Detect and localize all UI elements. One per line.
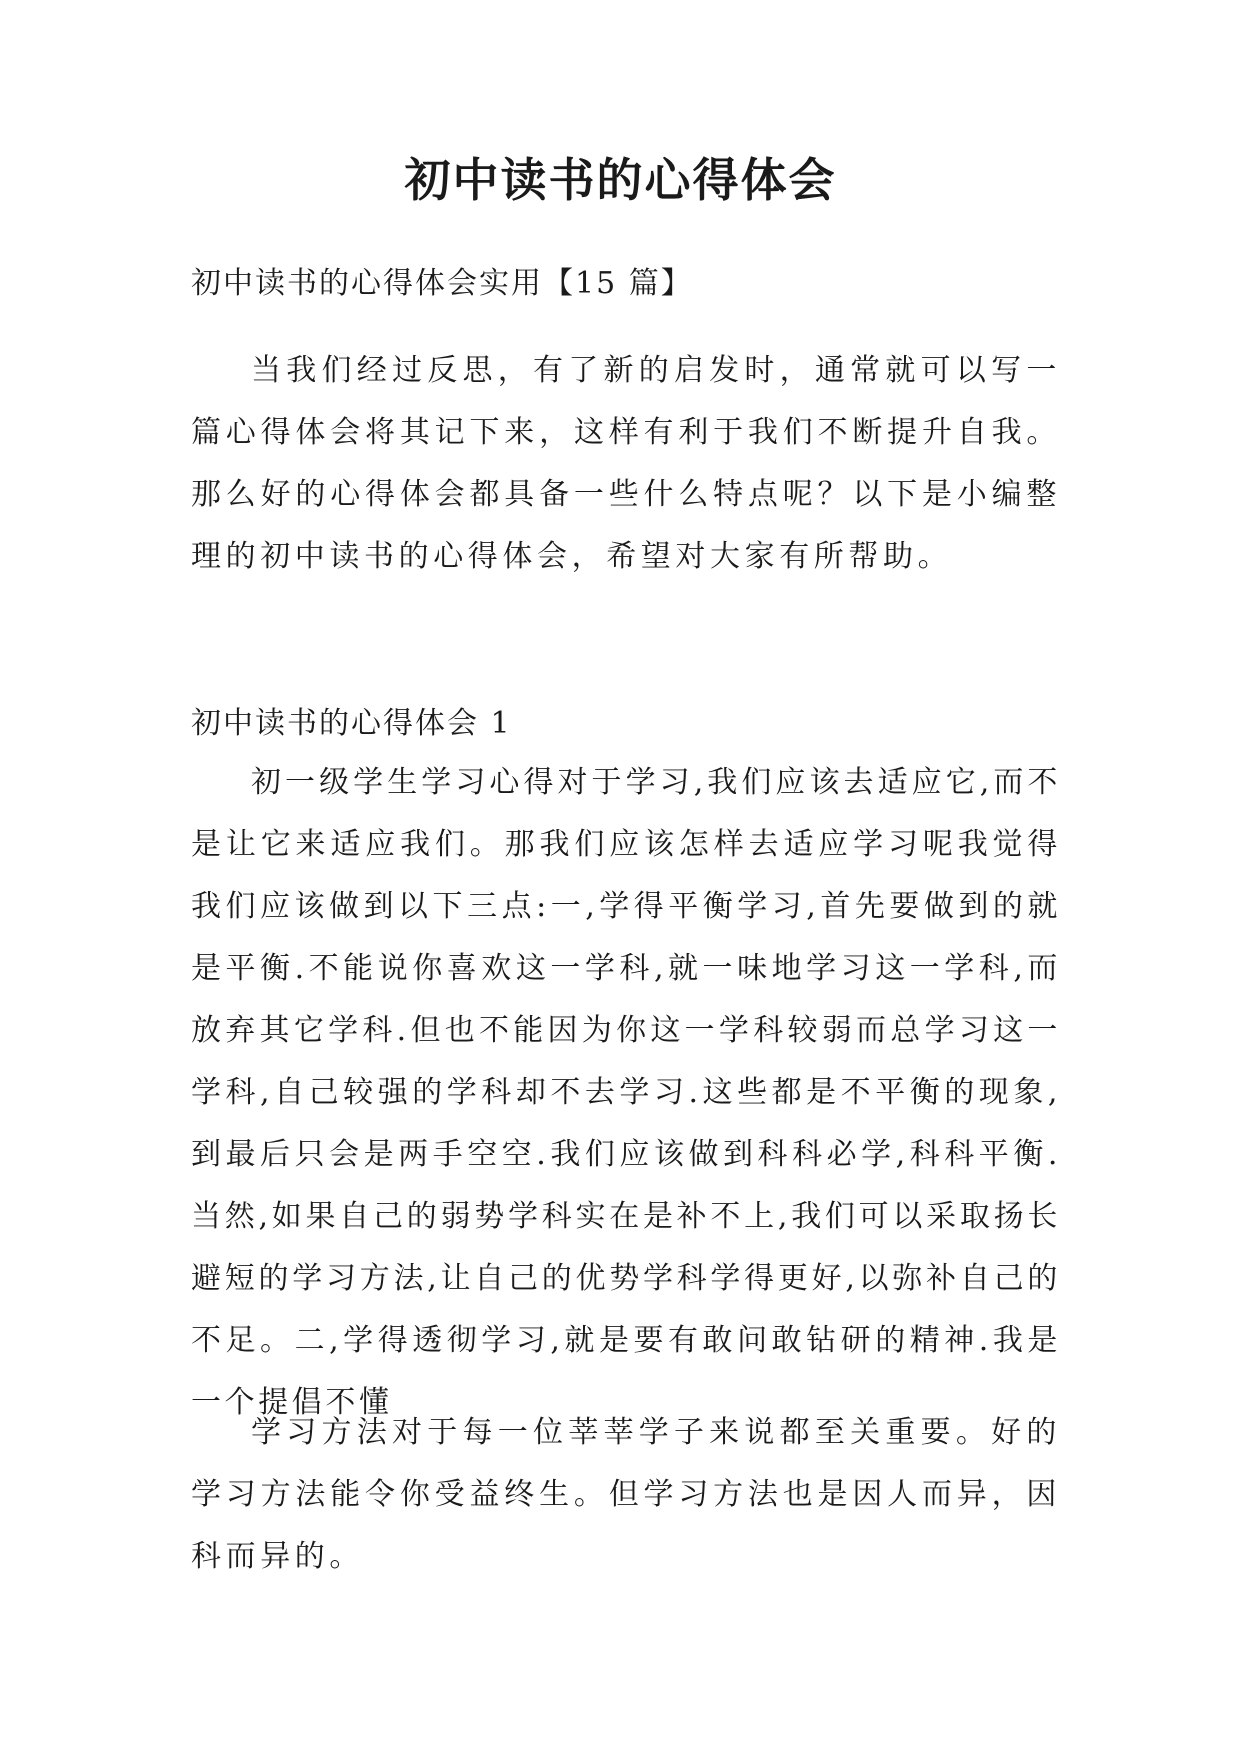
section-heading: 初中读书的心得体会 1 [191,706,512,741]
page-title: 初中读书的心得体会 [404,153,837,207]
document-subtitle: 初中读书的心得体会实用【15 篇】 [191,266,693,301]
section-body-paragraph: 初一级学生学习心得对于学习,我们应该去适应它,而不是让它来适应我们。那我们应该怎样去适应学习呢我觉得我们应该做到以下三点:一,学得平衡学习,首先要做到的就是平衡.不能说你喜欢这一学科,就一味地学习这一学科,而放弃其它学科.但也不能因为你这一学科较弱而总学习这一学科,自己较强的学科却不去学习.这些都是不平衡的现象,到最后只会是两手空空.我们应该做到科科必学,科科平衡.当然,如果自己的弱势学科实在是补不上,我们可以采取扬长避短的学习方法,让自己的优势学科学得更好,以弥补自己的不足。二,学得透彻学习,就是要有敢问敢钻研的精神.我是一个提倡不懂 [191,765,1061,1420]
intro-paragraph: 当我们经过反思，有了新的启发时，通常就可以写一篇心得体会将其记下来，这样有利于我们不断提升自我。那么好的心得体会都具备一些什么特点呢？以下是小编整理的初中读书的心得体会，希望对大家有所帮助。 [191,353,1061,574]
closing-paragraph: 学习方法对于每一位莘莘学子来说都至关重要。好的学习方法能令你受益终生。但学习方法也是因人而异，因科而异的。 [191,1415,1061,1574]
